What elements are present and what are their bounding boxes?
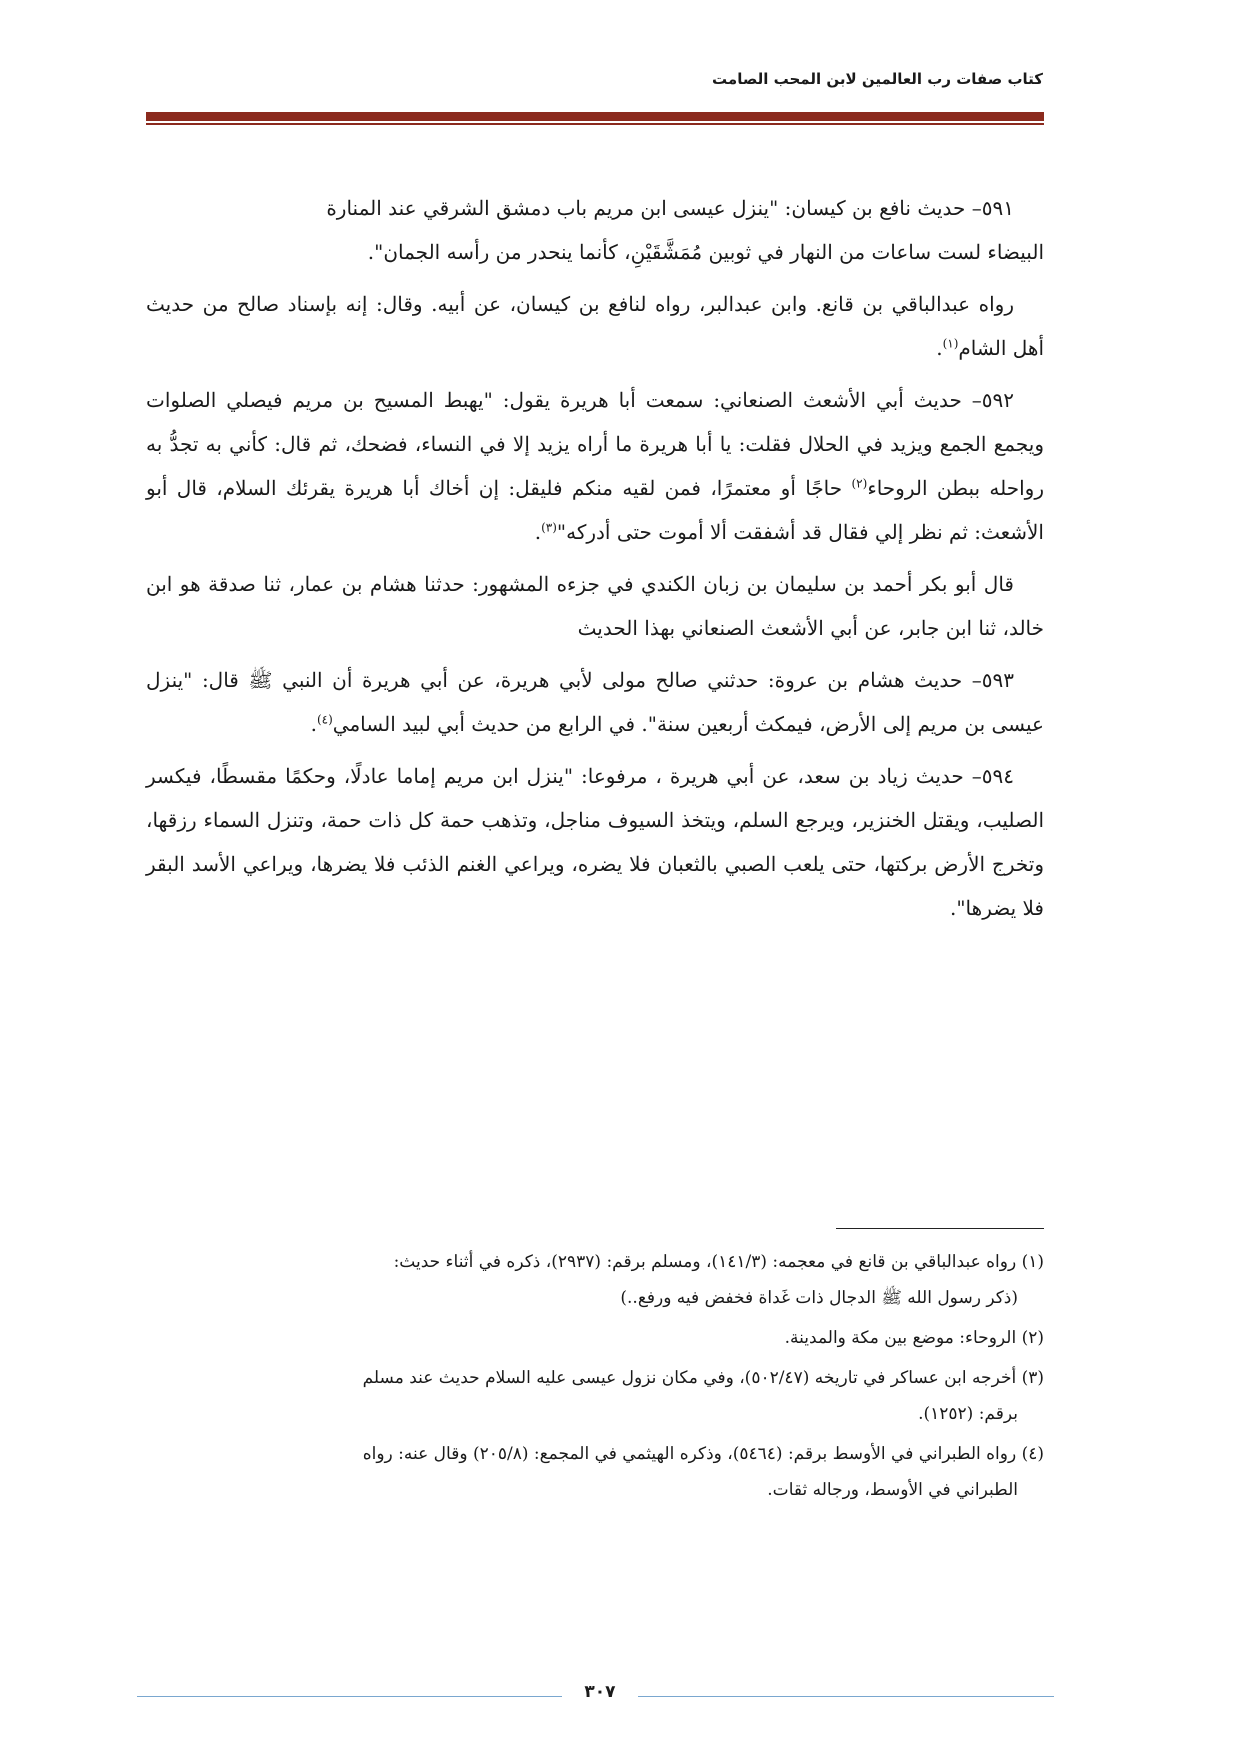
footnote-3-line-1: (٣) أخرجه ابن عساكر في تاريخه (٥٠٢/٤٧)، وفي مكان نزول عيسى عليه السلام حديث عند مسلم xyxy=(362,1368,1044,1388)
page-number: ٣٠٧ xyxy=(584,1682,616,1702)
footnote-ref-1[interactable]: (١) xyxy=(942,336,959,351)
hadith-592 xyxy=(146,378,1044,554)
hadith-592-chain xyxy=(146,562,1044,650)
period: . xyxy=(534,520,542,544)
footnote-ref-3[interactable]: (٣) xyxy=(541,520,557,535)
hadith-594-text: ٥٩٤– حديث زياد بن سعد، عن أبي هريرة ، مرفوعا: "ينزل ابن مريم إماما عادلًا، وحكمًا مقسطًا، فيكسر الصليب، ويقتل الخنزير، ويرجع السلم، ويتخذ السيوف مناجل، وتذهب حمة كل ذات حمة، وتنزل السماء رزقها، وتخرج الأرض بركتها، حتى يلعب الصبي بالثعبان فلا يضره، ويراعي الغنم الذئب فلا يضرها، ويراعي الأسد البقر فلا يضرها". xyxy=(146,764,1044,920)
footnote-1-line-2: (ذكر رسول الله ﷺ الدجال ذات غَداة فخفض فيه ورفع..) xyxy=(620,1288,1018,1308)
chain-text: قال أبو بكر أحمد بن سليمان بن زبان الكندي في جزءه المشهور: حدثنا هشام بن عمار، ثنا صدقة هو ابن خالد، ثنا ابن جابر، عن أبي الأشعث الصنعاني بهذا الحديث xyxy=(146,572,1044,640)
hadith-594 xyxy=(146,754,1044,930)
footnote-1-line-1: (١) رواه عبدالباقي بن قانع في معجمه: (١٤١/٣)، ومسلم برقم: (٢٩٣٧)، ذكره في أثناء حديث: xyxy=(393,1252,1044,1272)
footnotes xyxy=(146,1244,1044,1512)
footnote-1 xyxy=(146,1244,1044,1316)
footnote-ref-2[interactable]: (٢) xyxy=(851,476,868,491)
hadith-593-text: ٥٩٣– حديث هشام بن عروة: حدثني صالح مولى لأبي هريرة، عن أبي هريرة أن النبي ﷺ قال: "ينزل عيسى بن مريم إلى الأرض، فيمكث أربعين سنة". في الرابع من حديث أبي لبيد السامي xyxy=(146,668,1044,736)
footnote-3 xyxy=(146,1360,1044,1432)
footnote-ref-4[interactable]: (٤) xyxy=(316,712,333,727)
footnote-2 xyxy=(146,1320,1044,1356)
hadith-592-text-1: ٥٩٢– حديث أبي الأشعث الصنعاني: سمعت أبا هريرة يقول: "يهبط المسيح بن مريم فيصلي الصلوات ويجمع الجمع ويزيد في الحلال فقلت: يا أبا هريرة ما أراه يزيد إلا في النساء، فضحك، ثم قال: كأني به تجدُّ به رواحله ببطن الروحاء xyxy=(146,388,1045,500)
period: . xyxy=(936,336,943,360)
footnote-4-line-2: الطبراني في الأوسط، ورجاله ثقات. xyxy=(767,1480,1018,1500)
hadith-591-line-1: ٥٩١– حديث نافع بن كيسان: "ينزل عيسى ابن مريم باب دمشق الشرقي عند المنارة xyxy=(326,196,1014,220)
footnote-4 xyxy=(146,1436,1044,1508)
footnote-2-text: (٢) الروحاء: موضع بين مكة والمدينة. xyxy=(784,1328,1044,1348)
header-rule-thin xyxy=(146,123,1044,125)
footer-rule-left xyxy=(137,1696,562,1697)
book-title: كتاب صفات رب العالمين لابن المحب الصامت xyxy=(712,70,1043,88)
hadith-592-text-2: حاجًا أو معتمرًا، فمن لقيه منكم فليقل: إن أخاك أبا هريرة يقرئك السلام، قال أبو الأشعث: ثم نظر إلي فقال قد أشفقت ألا أموت حتى أدركه" xyxy=(146,476,1044,544)
footnote-4-line-1: (٤) رواه الطبراني في الأوسط برقم: (٥٤٦٤)، وذكره الهيثمي في المجمع: (٢٠٥/٨) وقال عنه: رواه xyxy=(362,1444,1044,1464)
header-rule xyxy=(146,112,1044,121)
hadith-593 xyxy=(146,658,1044,746)
commentary-text: رواه عبدالباقي بن قانع. وابن عبدالبر، رواه لنافع بن كيسان، عن أبيه. وقال: إنه بإسناد صالح من حديث أهل الشام xyxy=(146,292,1044,360)
hadith-591-line-2: البيضاء لست ساعات من النهار في ثوبين مُمَشَّقَيْنِ، كأنما ينحدر من رأسه الجمان". xyxy=(367,240,1044,264)
period: . xyxy=(310,712,317,736)
footnote-separator xyxy=(836,1228,1044,1229)
main-text xyxy=(146,186,1044,938)
hadith-591 xyxy=(146,186,1044,274)
footnote-3-line-2: برقم: (١٢٥٢). xyxy=(918,1404,1018,1424)
footer-rule-right xyxy=(638,1696,1054,1697)
hadith-591-commentary xyxy=(146,282,1044,370)
